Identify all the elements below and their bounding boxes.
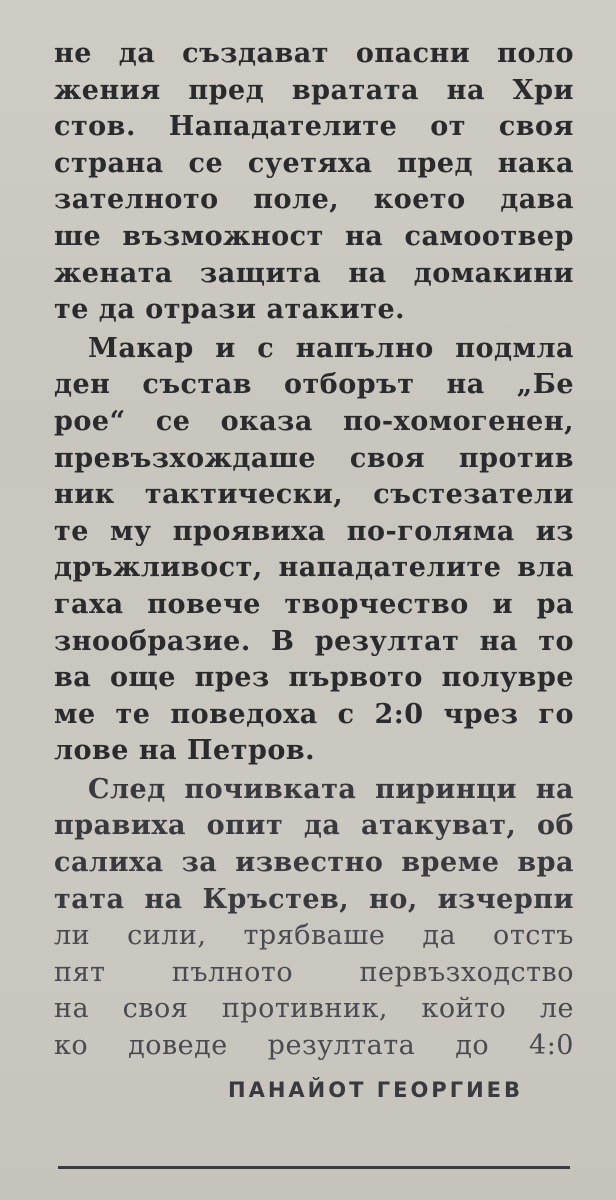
article-line: Макар и с напълно подмла: [88, 332, 574, 364]
article-line: дръжливост, нападателите вла: [54, 552, 574, 584]
article-line: не да създават опасни поло: [54, 38, 574, 69]
article-line: рое“ се оказа по-хомогенен,: [54, 405, 574, 437]
article-line: жения пред вратата на Хри: [54, 74, 574, 106]
article-line: ко доведе резултата до 4:0: [54, 1030, 574, 1062]
article-line: на своя противник, който ле: [54, 993, 574, 1025]
article-line: лове на Петров.: [54, 735, 315, 767]
article-line: знообразие. В резултат на то: [54, 625, 574, 657]
article-line: гаха повече творчество и ра: [54, 588, 574, 620]
article-line: ли сили, трябваше да отстъ: [54, 920, 574, 952]
article-line: ше възможност на самоотвер: [54, 220, 574, 252]
article-line: салиха за известно време вра: [54, 847, 574, 879]
article-line: страна се суетяха пред нака: [54, 147, 574, 179]
author-signature: ПАНАЙОТ ГЕОРГИЕВ: [228, 1078, 523, 1102]
article-line: пят пълното первъзходство: [54, 956, 574, 988]
paragraph-1: [54, 36, 574, 329]
article-line: те му проявиха по-голяма из: [54, 515, 574, 547]
article-line: След почивката пиринци на: [88, 773, 574, 805]
paragraph-2: [54, 331, 574, 770]
article-line: ме те поведоха с 2:0 чрез го: [54, 698, 574, 730]
article-line: превъзхождаше своя против: [54, 442, 574, 474]
separator-rule: [58, 1166, 570, 1169]
article-line: тата на Кръстев, но, изчерпи: [54, 883, 574, 915]
article-line: те да отрази атаките.: [54, 294, 406, 326]
article-line: зателното поле, което дава: [54, 184, 574, 216]
article-line: правиха опит да атакуват, об: [54, 810, 574, 842]
paragraph-3: [54, 772, 574, 1065]
article-line: стов. Нападателите от своя: [54, 111, 574, 143]
article-column: [54, 36, 574, 1065]
article-line: ден състав отборът на „Бе: [54, 369, 574, 401]
article-line: ва още през първото полувре: [54, 662, 574, 694]
article-line: жената защита на домакини: [54, 257, 574, 289]
article-line: ник тактически, състезатели: [54, 479, 574, 511]
